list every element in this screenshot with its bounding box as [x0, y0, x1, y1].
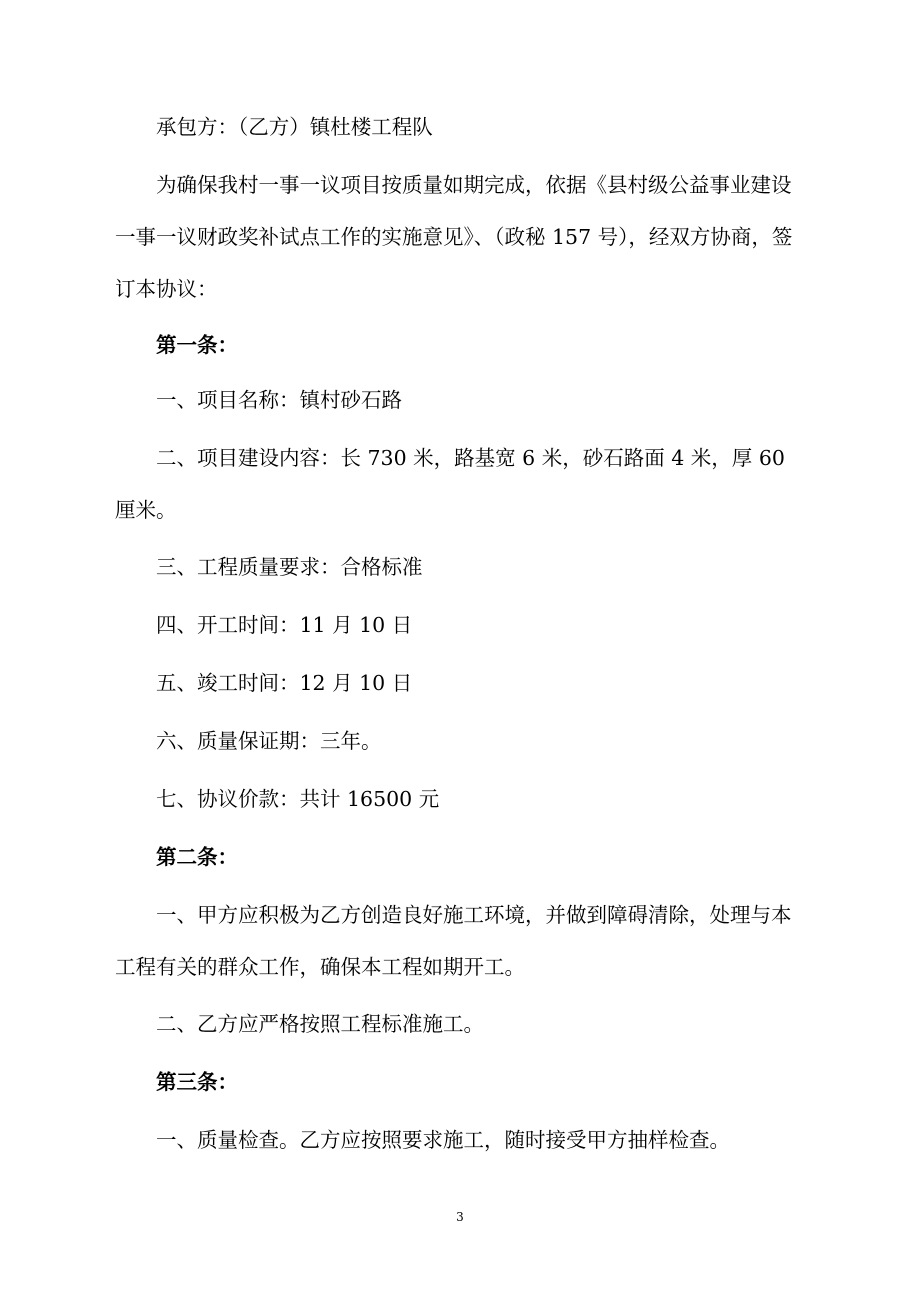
article-one-heading: 第一条：	[156, 333, 238, 357]
party-b-obligation-item: 二、乙方应严格按照工程标准施工。	[156, 1012, 484, 1036]
preamble-paragraph: 为确保我村一事一议项目按质量如期完成，依据《县村级公益事业建设一事一议财政奖补试点工作的实施意见》、（政秘 157 号），经双方协商，签订本协议：	[115, 173, 793, 301]
quality-requirement-item: 三、工程质量要求：合格标准	[156, 555, 423, 579]
completion-date-item: 五、竣工时间：12 月 10 日	[156, 671, 413, 695]
party-a-obligation-item: 一、甲方应积极为乙方创造良好施工环境，并做到障碍清除，处理与本工程有关的群众工作，确保本工程如期开工。	[115, 903, 792, 979]
article-two-heading: 第二条：	[156, 845, 238, 869]
project-name-item: 一、项目名称：镇村砂石路	[156, 388, 402, 412]
contract-price-item: 七、协议价款：共计 16500 元	[156, 787, 440, 811]
page-number: 3	[456, 1210, 464, 1224]
contractor-line: 承包方：（乙方）镇杜楼工程队	[156, 115, 433, 139]
warranty-period-item: 六、质量保证期：三年。	[156, 729, 382, 753]
start-date-item: 四、开工时间：11 月 10 日	[156, 613, 413, 637]
article-three-heading: 第三条：	[156, 1070, 238, 1094]
quality-inspection-item: 一、质量检查。乙方应按照要求施工，随时接受甲方抽样检查。	[156, 1128, 730, 1152]
project-content-item: 二、项目建设内容：长 730 米，路基宽 6 米，砂石路面 4 米，厚 60 厘米。	[115, 446, 785, 522]
